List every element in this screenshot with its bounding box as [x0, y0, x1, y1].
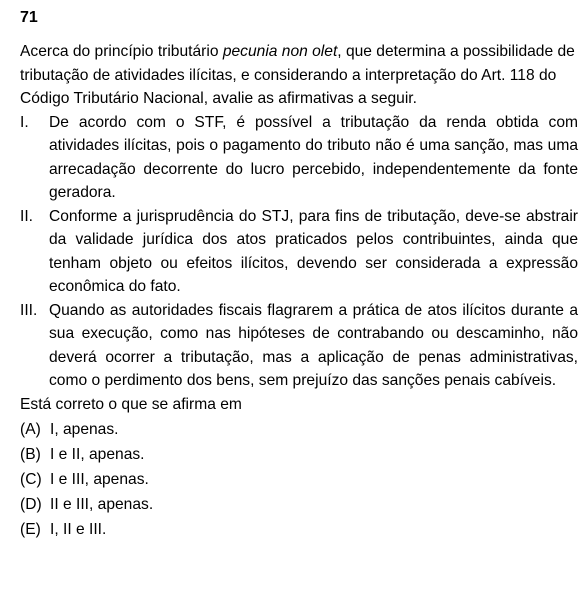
statement-list — [20, 111, 578, 393]
intro-latin-term: pecunia non olet — [222, 43, 338, 60]
option-text: II e III, apenas. — [50, 496, 154, 513]
statement-text: Conforme a jurisprudência do STJ, para fins de tributação, deve-se abstrair da validade jurídica dos atos praticados pelos contribuintes, ainda que tenham objeto ou efeitos ilícitos, devendo ser considerada a expressão econômica do fato. — [49, 207, 578, 295]
answer-options — [20, 417, 578, 542]
intro-text-end: , que determina a possibilidade de tributação de atividades ilícitas, e considerando a interpretação do Art. 118 do Código Tributário Nacional, avalie as afirmativas a seguir. — [20, 43, 575, 107]
statement-text: Quando as autoridades fiscais flagrarem a prática de atos ilícitos durante a sua execução, como nas hipóteses de contrabando ou descaminho, não deverá ocorrer a tributação, mas a aplicação de penas administrativas, como o perdimento dos bens, sem prejuízo das sanções penais cabíveis. — [49, 301, 578, 389]
answer-option-a[interactable] — [20, 417, 578, 442]
option-letter: (A) — [20, 421, 41, 438]
statement-text: De acordo com o STF, é possível a tributação da renda obtida com atividades ilícitas, pois o pagamento do tributo não é uma sanção, mas uma arrecadação decorrente do lucro percebido, independentemente da fonte geradora. — [49, 113, 578, 201]
question-prompt: Está correto o que se afirma em — [20, 395, 242, 413]
option-letter: (C) — [20, 471, 42, 488]
answer-option-d[interactable] — [20, 492, 578, 517]
answer-option-b[interactable] — [20, 442, 578, 467]
option-text: I e III, apenas. — [50, 471, 149, 488]
statement-marker: II. — [20, 207, 33, 225]
option-text: I, II e III. — [50, 521, 107, 538]
option-text: I e II, apenas. — [50, 446, 145, 463]
option-text: I, apenas. — [50, 421, 119, 438]
option-letter: (D) — [20, 496, 42, 513]
question-intro — [20, 40, 578, 111]
answer-option-c[interactable] — [20, 467, 578, 492]
statement-item — [20, 111, 578, 205]
statement-marker: III. — [20, 301, 38, 319]
statement-marker: I. — [20, 113, 29, 131]
answer-option-e[interactable] — [20, 517, 578, 542]
statement-item — [20, 299, 578, 393]
option-letter: (E) — [20, 521, 41, 538]
intro-text-start: Acerca do princípio tributário — [20, 43, 223, 60]
option-letter: (B) — [20, 446, 41, 463]
question-number: 71 — [20, 9, 38, 26]
statement-item — [20, 205, 578, 299]
